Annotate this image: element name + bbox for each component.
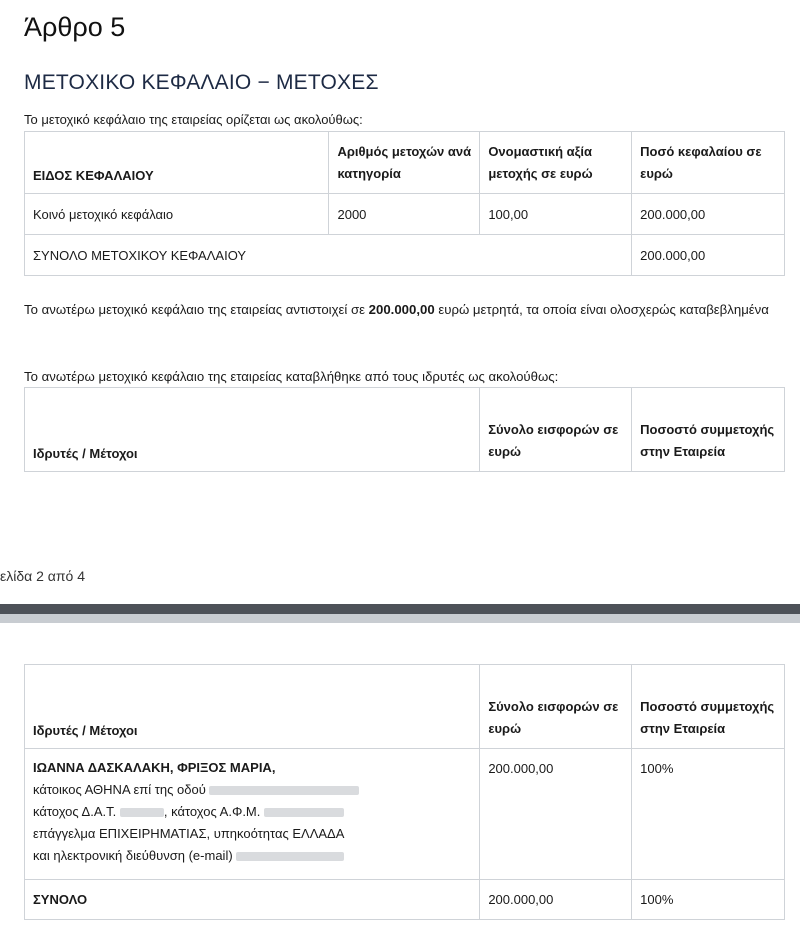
header-nominal-value: Ονομαστική αξία μετοχής σε ευρώ [480, 132, 632, 194]
page-break-separator [0, 604, 800, 614]
capital-total-label: ΣΥΝΟΛΟ ΜΕΤΟΧΙΚΟΥ ΚΕΦΑΛΑΙΟΥ [25, 235, 632, 276]
founders-intro-text: Το ανωτέρω μετοχικό κεφάλαιο της εταιρείας καταβλήθηκε από τους ιδρυτές ως ακολούθως: [24, 369, 559, 384]
header-contributions: Σύνολο εισφορών σε ευρώ [480, 665, 632, 749]
founder-percentage-cell: 100% [632, 749, 785, 880]
founders-table [24, 664, 785, 920]
founders-total-contribution: 200.000,00 [480, 880, 632, 920]
founders-row [25, 749, 785, 880]
founder-email: και ηλεκτρονική διεύθυνση (e-mail) [33, 845, 471, 867]
capital-table-row [25, 194, 785, 235]
share-count-cell: 2000 [329, 194, 480, 235]
page-number-footer: ελίδα 2 από 4 [0, 568, 86, 584]
redacted-id-number [120, 808, 164, 817]
page-break-shadow [0, 614, 800, 623]
founders-header-table-page2 [24, 387, 785, 472]
founders-total-row [25, 880, 785, 920]
capital-table-header-row [25, 132, 785, 194]
redacted-address [209, 786, 359, 795]
redacted-tax-number [264, 808, 344, 817]
header-capital-amount: Ποσό κεφαλαίου σε ευρώ [632, 132, 785, 194]
founder-residence: κάτοικος ΑΘΗΝΑ επί της οδού [33, 779, 471, 801]
paragraph-text-before: Το ανωτέρω μετοχικό κεφάλαιο της εταιρείας αντιστοιχεί σε [24, 302, 369, 317]
section-heading: ΜΕΤΟΧΙΚΟ ΚΕΦΑΛΑΙΟ − ΜΕΤΟΧΕΣ [24, 71, 379, 94]
header-participation: Ποσοστό συμμετοχής στην Εταιρεία [632, 388, 785, 472]
founder-ids: κάτοχος Δ.Α.Τ. , κάτοχος Α.Φ.Μ. [33, 801, 471, 823]
founder-contribution-cell: 200.000,00 [480, 749, 632, 880]
article-title: Άρθρο 5 [24, 12, 126, 42]
redacted-email [236, 852, 344, 861]
founder-details-cell [25, 749, 480, 880]
header-founders: Ιδρυτές / Μέτοχοι [25, 665, 480, 749]
header-share-count: Αριθμός μετοχών ανά κατηγορία [329, 132, 480, 194]
paragraph-text-after: ευρώ μετρητά, τα οποία είναι ολοσχερώς καταβεβλημένα [434, 302, 769, 317]
capital-type-cell: Κοινό μετοχικό κεφάλαιο [25, 194, 329, 235]
founders-total-percentage: 100% [632, 880, 785, 920]
capital-total-value: 200.000,00 [632, 235, 785, 276]
founders-total-label: ΣΥΝΟΛΟ [25, 880, 480, 920]
capital-table [24, 131, 785, 276]
header-participation: Ποσοστό συμμετοχής στην Εταιρεία [632, 665, 785, 749]
founders-header-row [25, 388, 785, 472]
paid-amount: 200.000,00 [368, 302, 435, 317]
capital-total-row [25, 235, 785, 276]
header-capital-type: ΕΙΔΟΣ ΚΕΦΑΛΑΙΟΥ [25, 132, 329, 194]
header-contributions: Σύνολο εισφορών σε ευρώ [480, 388, 632, 472]
founder-profession: επάγγελμα ΕΠΙΧΕΙΡΗΜΑΤΙΑΣ, υπηκοότητας ΕΛΛΑΔΑ [33, 826, 345, 841]
header-founders: Ιδρυτές / Μέτοχοι [25, 388, 480, 472]
founders-header-row [25, 665, 785, 749]
nominal-value-cell: 100,00 [480, 194, 632, 235]
capital-intro-text: Το μετοχικό κεφάλαιο της εταιρείας ορίζεται ως ακολούθως: [24, 112, 363, 127]
capital-paid-paragraph [24, 299, 784, 321]
capital-amount-cell: 200.000,00 [632, 194, 785, 235]
founder-names: ΙΩΑΝΝΑ ΔΑΣΚΑΛΑΚΗ, ΦΡΙΞΟΣ ΜΑΡΙΑ, [33, 760, 276, 775]
